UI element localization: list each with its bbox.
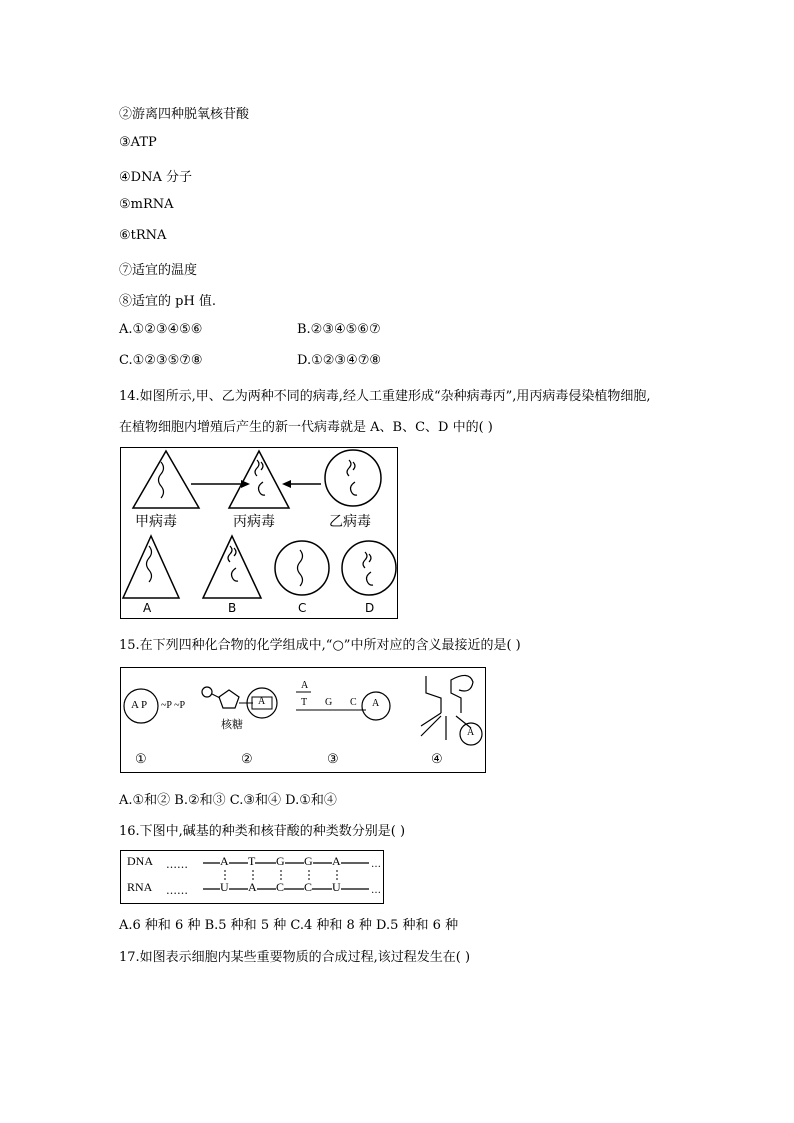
q13-option-c: C.①②③⑤⑦⑧ <box>119 353 203 368</box>
option-d-shape <box>342 541 396 595</box>
dna-base: T <box>248 854 256 868</box>
item-5: ⑤mRNA <box>119 197 174 212</box>
virus-jia-rna <box>159 462 164 498</box>
rna-label: RNA <box>127 880 153 894</box>
label-d: D <box>365 601 375 615</box>
option-c-shape <box>275 541 329 595</box>
item-4: ④DNA 分子 <box>119 170 192 185</box>
trna-a: A <box>467 727 475 738</box>
rna-base: U <box>220 880 229 894</box>
dna-circle-a: A <box>372 698 380 709</box>
dna-base: G <box>276 854 285 868</box>
dna-label: DNA <box>127 854 153 868</box>
atp-a: A <box>131 699 139 711</box>
rna-base: A <box>248 880 257 894</box>
q16-dna-rna-figure <box>120 850 384 904</box>
item-3: ③ATP <box>119 135 157 150</box>
item-6: ⑥tRNA <box>119 228 167 243</box>
q16-options: A.6 种和 6 种 B.5 种和 5 种 C.4 种和 8 种 D.5 种和 6 种 <box>119 918 459 933</box>
label-b: B <box>228 601 237 615</box>
dna-g: G <box>325 697 333 708</box>
label-a: A <box>143 601 152 615</box>
label-c: C <box>298 601 307 615</box>
dna-base: G <box>304 854 313 868</box>
label-n4: ④ <box>431 752 443 767</box>
q13-option-b: B.②③④⑤⑥⑦ <box>297 322 381 337</box>
nucleotide-a: A <box>258 696 266 707</box>
item-2: ②游离四种脱氧核苷酸 <box>119 107 250 122</box>
q14-stem-line2: 在植物细胞内增殖后产生的新一代病毒就是 A、B、C、D 中的( ) <box>119 420 493 435</box>
label-n1: ① <box>135 752 147 767</box>
virus-yi-shape <box>325 450 381 506</box>
item-7: ⑦适宜的温度 <box>119 263 198 278</box>
atp-p: P <box>141 699 148 711</box>
label-ribose: 核糖 <box>221 718 243 731</box>
rna-base: U <box>332 880 341 894</box>
label-bing: 丙病毒 <box>233 514 275 530</box>
q15-options: A.①和② B.②和③ C.③和④ D.①和④ <box>119 793 337 808</box>
q16-stem: 16.下图中,碱基的种类和核苷酸的种类数分别是( ) <box>119 824 406 839</box>
q17-stem: 17.如图表示细胞内某些重要物质的合成过程,该过程发生在( ) <box>119 950 471 965</box>
svg-text:…: … <box>371 885 381 896</box>
rna-base: C <box>304 880 313 894</box>
q13-option-d: D.①②③④⑦⑧ <box>297 353 382 368</box>
dna-c: C <box>350 697 357 708</box>
label-jia: 甲病毒 <box>135 514 177 530</box>
virus-diagram <box>121 448 397 618</box>
dna-base: A <box>220 854 229 868</box>
option-a-shape <box>123 536 179 598</box>
arrow-head-left <box>282 480 291 488</box>
svg-text:……: …… <box>166 858 188 871</box>
svg-text:……: …… <box>166 884 188 897</box>
svg-text:…: … <box>371 859 381 870</box>
label-n2: ② <box>241 752 253 767</box>
q14-virus-figure <box>120 447 398 619</box>
virus-bing-shape <box>229 451 289 508</box>
virus-jia-shape <box>133 451 199 508</box>
q13-option-a: A.①②③④⑤⑥ <box>119 322 203 337</box>
atp-tail: ~P ~P <box>161 700 186 711</box>
ribose-pentagon <box>219 690 239 708</box>
label-n3: ③ <box>327 752 339 767</box>
label-yi: 乙病毒 <box>329 514 371 530</box>
q14-stem-line1: 14.如图所示,甲、乙为两种不同的病毒,经人工重建形成“杂种病毒丙”,用丙病毒侵染植物细胞, <box>119 389 651 404</box>
option-b-shape <box>203 536 261 598</box>
q15-stem: 15.在下列四种化合物的化学组成中,“○”中所对应的含义最接近的是( ) <box>119 638 521 653</box>
dna-top-a: A <box>301 680 309 691</box>
rna-base: C <box>276 880 285 894</box>
item-8: ⑧适宜的 pH 值. <box>119 294 217 309</box>
dna-base: A <box>332 854 341 868</box>
q15-compound-figure <box>120 667 486 773</box>
trna-body <box>426 675 473 713</box>
dna-t: T <box>301 697 308 708</box>
